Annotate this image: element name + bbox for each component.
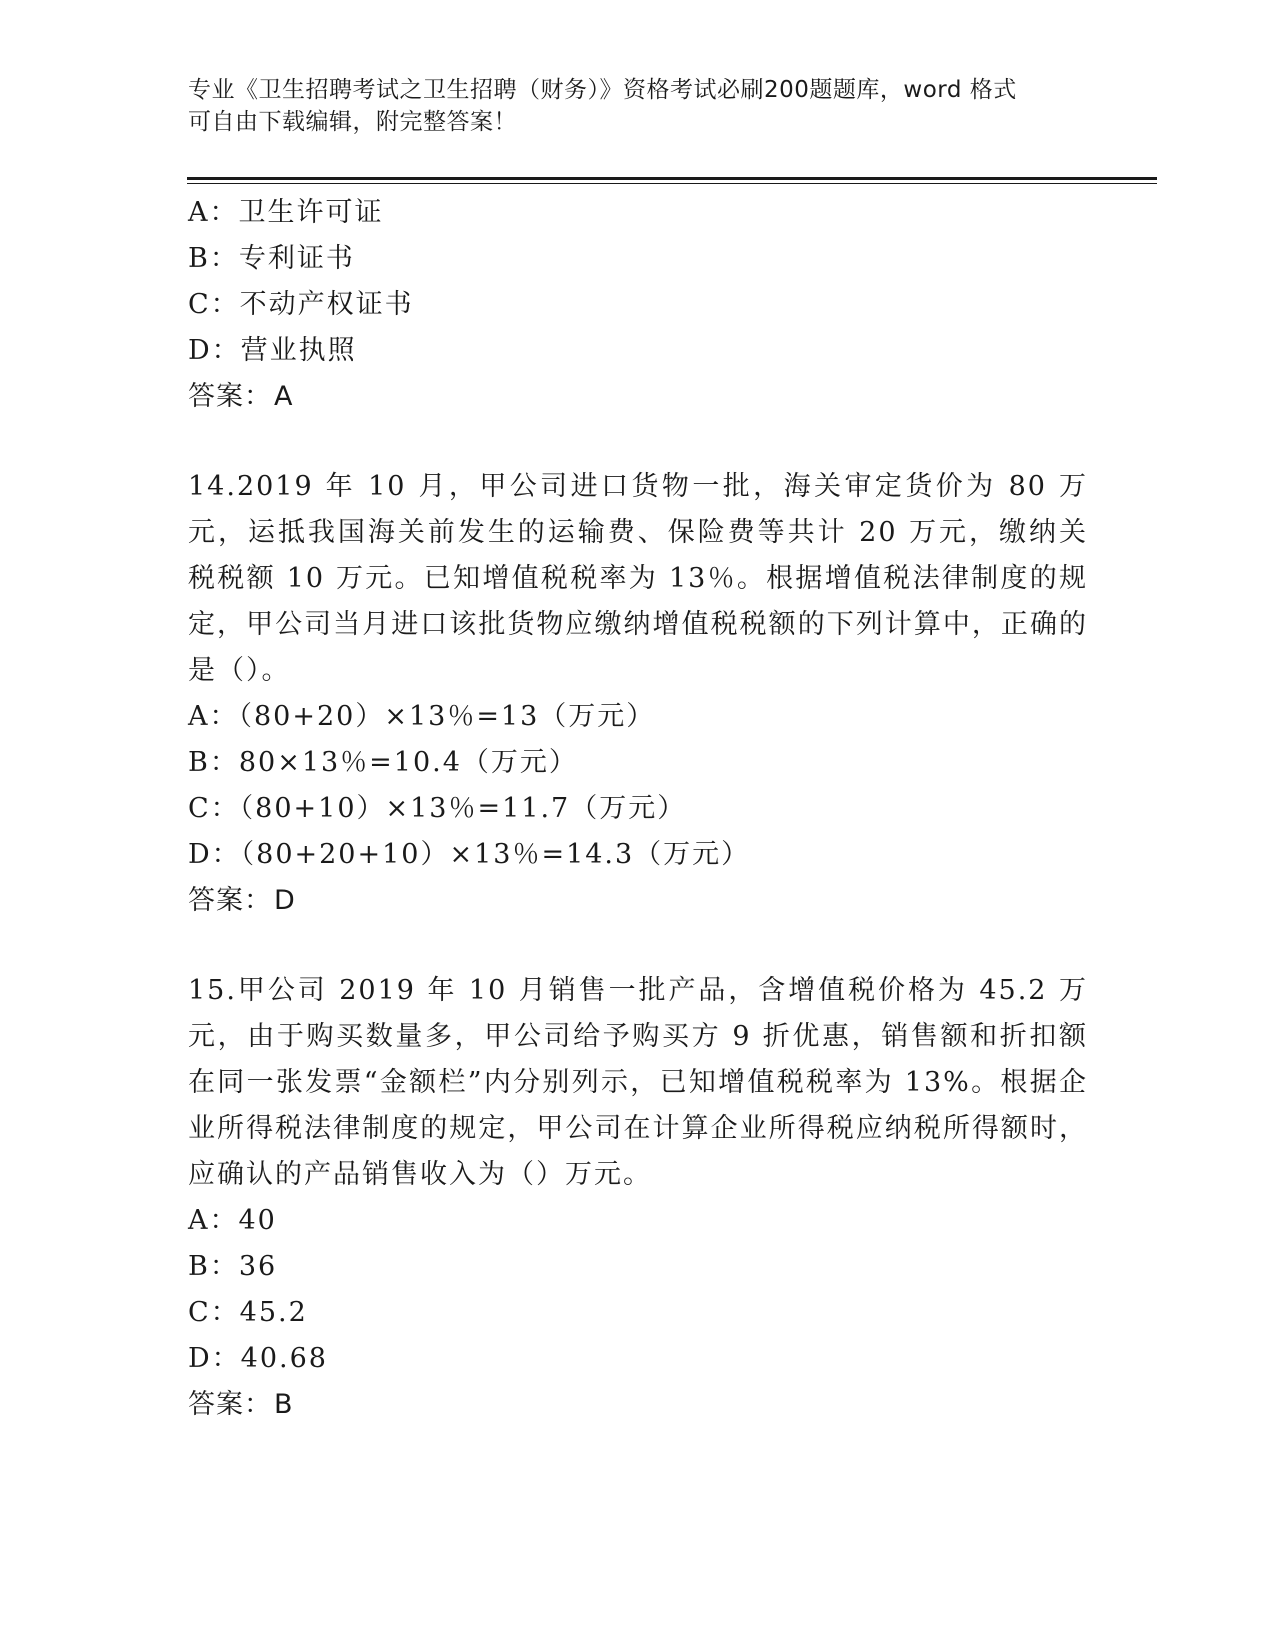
header-line-1: 专业《卫生招聘考试之卫生招聘（财务）》资格考试必刷200题题库，word 格式 — [188, 77, 1017, 103]
answer-value: A — [274, 381, 294, 412]
header-line-2: 可自由下载编辑，附完整答案！ — [188, 109, 517, 135]
q14-option-c: C：（80+10）×13％=11.7（万元） — [188, 793, 687, 824]
question-15-block — [188, 968, 1088, 1428]
q13-option-c: C：不动产权证书 — [188, 289, 414, 320]
q15-option-d: D：40.68 — [188, 1343, 328, 1374]
question-14-block — [188, 464, 1088, 924]
q14-option-d: D：（80+20+10）×13％=14.3（万元） — [188, 839, 751, 870]
q15-option-b: B：36 — [188, 1251, 278, 1282]
q13-answer — [188, 374, 1088, 420]
q14-option-b: B：80×13％=10.4（万元） — [188, 747, 578, 778]
document-body — [188, 190, 1088, 1472]
answer-label: 答案： — [188, 1389, 272, 1420]
document-header — [188, 74, 1088, 138]
answer-label: 答案： — [188, 381, 272, 412]
header-divider-thick — [187, 177, 1157, 180]
answer-value: B — [274, 1389, 294, 1420]
q14-answer — [188, 878, 1088, 924]
header-divider-thin — [187, 183, 1157, 184]
q15-option-c: C：45.2 — [188, 1297, 308, 1328]
q14-option-a: A：（80+20）×13％=13（万元） — [188, 701, 656, 732]
q13-option-a: A：卫生许可证 — [188, 197, 384, 228]
answer-value: D — [274, 885, 296, 916]
q14-question-text: 14.2019 年 10 月，甲公司进口货物一批，海关审定货价为 80 万元，运抵我国海关前发生的运输费、保险费等共计 20 万元，缴纳关税税额 10 万元。已知增值税税率为 13％。根据增值税法律制度的规定，甲公司当月进口该批货物应缴纳增值税税额的下列计算中，正确的是（）。 — [188, 471, 1088, 686]
q15-answer — [188, 1382, 1088, 1428]
answer-label: 答案： — [188, 885, 272, 916]
q15-question-text: 15.甲公司 2019 年 10 月销售一批产品，含增值税价格为 45.2 万元，由于购买数量多，甲公司给予购买方 9 折优惠，销售额和折扣额在同一张发票“金额栏”内分别列示，已知增值税税率为 13%。根据企业所得税法律制度的规定，甲公司在计算企业所得税应纳税所得额时，应确认的产品销售收入为（）万元。 — [188, 975, 1088, 1190]
q15-option-a: A：40 — [188, 1205, 277, 1236]
question-13-block — [188, 190, 1088, 420]
q13-option-b: B：专利证书 — [188, 243, 355, 274]
q13-option-d: D：营业执照 — [188, 335, 357, 366]
